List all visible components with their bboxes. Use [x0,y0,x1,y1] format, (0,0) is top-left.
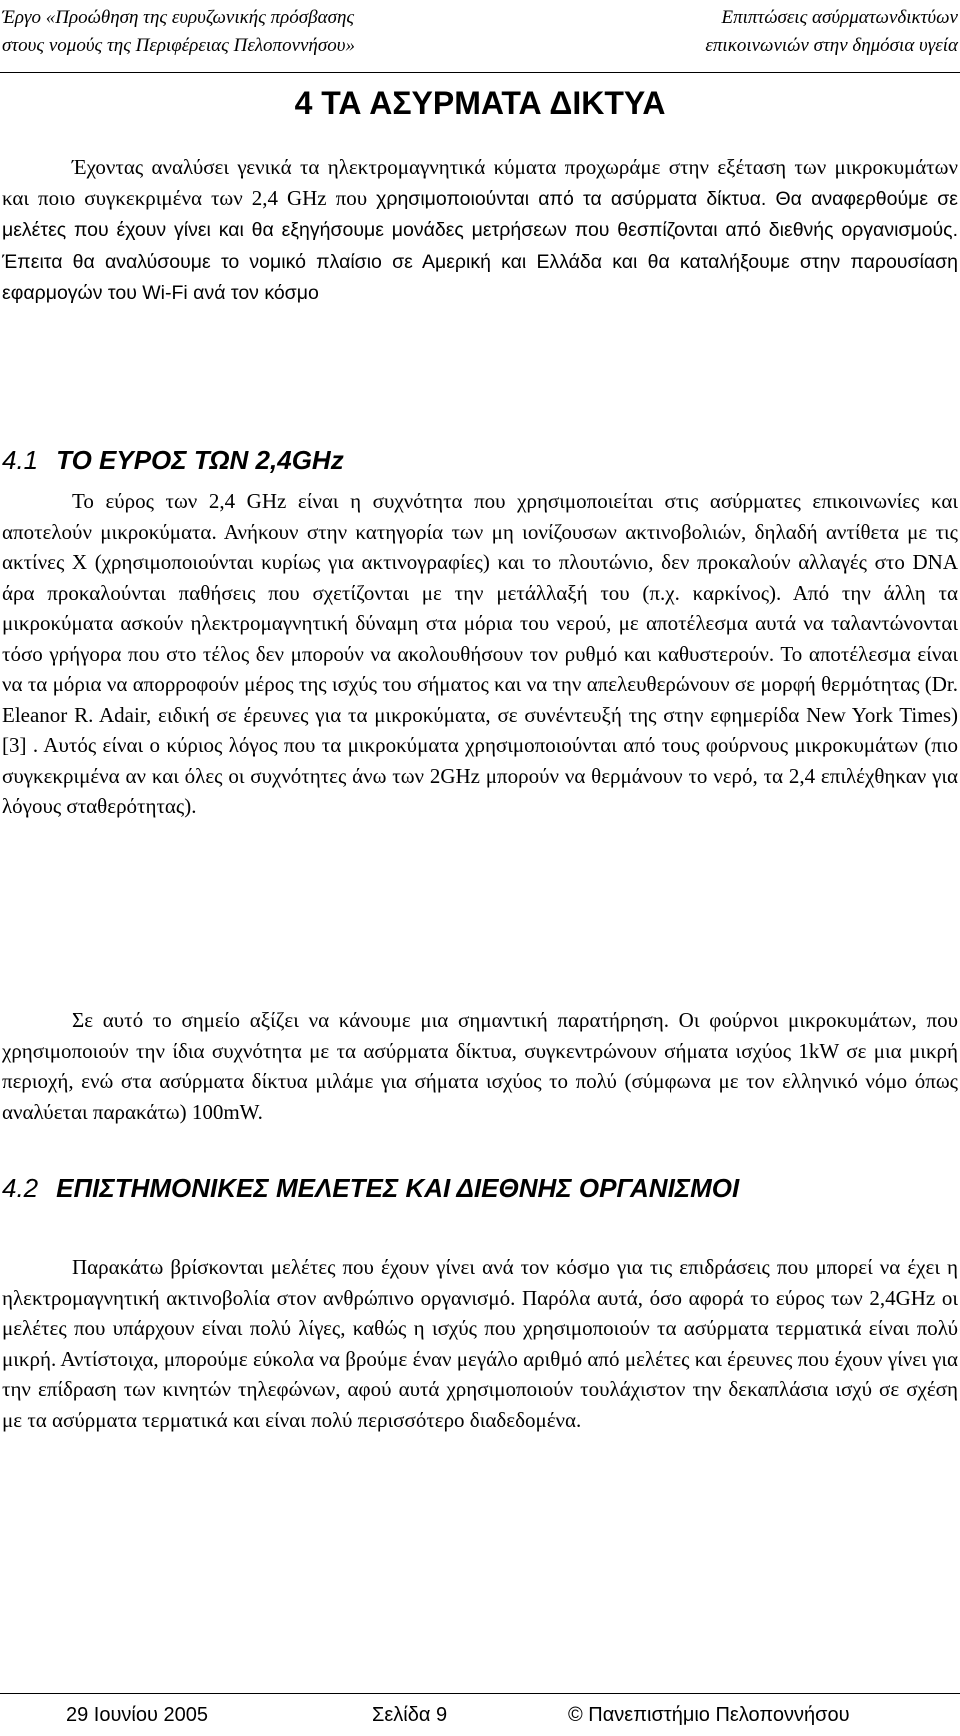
header-left-line-1: Έργο «Προώθηση της ευρυζωνικής πρόσβασης [2,7,355,28]
section-number: 4.1 [2,445,39,475]
chapter-intro-serif: Έχοντας αναλύσει γενικά τα ηλεκτρομαγνητικά κύματα προχωράμε στην εξέταση των μικροκυμάτων και ποιο συγκεκριμένα των 2,4 GHz που [2,155,958,210]
page-footer [0,1693,960,1736]
chapter-intro-sans: χρησιμοποιούνται από τα ασύρματα δίκτυα. Θα αναφερθούμε σε μελέτες που έχουν γίνει και θα εξηγήσουμε μονάδες μετρήσεων που θεσπίζονται από διεθνής οργανισμούς. Έπειτα θα αναλύσουμε το νομικό πλαίσιο σε Αμερική και Ελλάδα και θα καταλήξουμε στην παρουσίαση εφαρμογών του Wi-Fi ανά τον κόσμο [2,187,958,304]
section-4-1-paragraph-1: Το εύρος των 2,4 GHz είναι η συχνότητα που χρησιμοποιείται στις ασύρματες επικοινωνίες και αποτελούν μικροκύματα. Ανήκουν στην κατηγορία των μη ιονίζουσων ακτινοβολιών, δηλαδή αντίθετα με τις ακτίνες Χ (χρησιμοποιούνται κυρίως για ακτινογραφίες) και το πλουτώνιο, δεν προκαλούν αλλαγές στο DNA άρα προκαλούνται παθήσεις που σχετίζονται με την μετάλλαξή του (π.χ. καρκίνος). Από την άλλη τα μικροκύματα ασκούν ηλεκτρομαγνητική δύναμη στα μόρια του νερού, με αποτέλεσμα αυτά να ταλαντώνονται τόσο γρήγορα που στο τέλος δεν μπορούν να ακολουθήσουν τον ρυθμό και καθυστερούν. Το αποτέλεσμα είναι να τα μόρια να απορροφούν μέρος της ισχύς του σήματος και να την απελευθερώνουν σε μορφή θερμότητας (Dr. Eleanor R. Adair, ειδική σε έρευνες για τα μικροκύματα, σε συνέντευξή της στην εφημερίδα New York Times) [3] . Αυτός είναι ο κύριος λόγος που τα μικροκύματα χρησιμοποιούνται από τους φούρνους μικροκυμάτων (πιο συγκεκριμένα αν και όλες οι συχνότητες άνω των 2GHz μπορούν να θερμάνουν το νερό, τα 2,4 επιλέχθηκαν για λόγους σταθερότητας). [2,489,958,818]
section-4-2-paragraph-1: Παρακάτω βρίσκονται μελέτες που έχουν γίνει ανά τον κόσμο για τις επιδράσεις που μπορεί να έχει η ηλεκτρομαγνητική ακτινοβολία στον ανθρώπινο οργανισμό. Παρόλα αυτά, όσο αφορά το εύρος των 2,4GHz οι μελέτες που υπάρχουν είναι πολύ λίγες, καθώς η ισχύς που χρησιμοποιούν τα ασύρματα τερματικά είναι πολύ μικρή. Αντίστοιχα, μπορούμε εύκολα να βρούμε έναν μεγάλο αριθμό από μελέτες και έρευνες που έχουν γίνει για την επίδραση των κινητών τηλεφώνων, αφού αυτά χρησιμοποιούν τουλάχιστον την δεκαπλάσια ισχύ σε σχέση με τα ασύρματα τερματικά και είναι πολύ περισσότερο διαδεδομένα. [2,1255,958,1432]
header-right-line-2: επικοινωνιών στην δημόσια υγεία [705,35,958,56]
chapter-intro-paragraph [2,152,958,309]
footer-date: 29 Ιουνίου 2005 [66,1704,208,1726]
footer-page-number: Σελίδα 9 [372,1704,448,1726]
header-document-title [705,4,958,60]
header-left-line-2: στους νομούς της Περιφέρειας Πελοποννήσου» [2,35,355,56]
chapter-title: 4 ΤΑ ΑΣΥΡΜΑΤΑ ΔΙΚΤΥΑ [294,85,666,121]
section-heading-4-1 [2,442,344,478]
section-4-1-paragraph-2: Σε αυτό το σημείο αξίζει να κάνουμε μια σημαντική παρατήρηση. Οι φούρνοι μικροκυμάτων, που χρησιμοποιούν την ίδια συχνότητα με τα ασύρματα δίκτυα, συγκεντρώνουν σήματα ισχύος 1kW σε μια μικρή περιοχή, ενώ στα ασύρματα δίκτυα μιλάμε για σήματα ισχύος το πολύ (σύμφωνα με τον ελληνικό νόμο όπως αναλύεται παρακάτω) 100mW. [2,1008,958,1124]
section-title: ΕΠΙΣΤΗΜΟΝΙΚΕΣ ΜΕΛΕΤΕΣ ΚΑΙ ΔΙΕΘΝΗΣ ΟΡΓΑΝΙΣΜΟΙ [56,1173,740,1203]
page-header [0,0,960,73]
section-heading-4-2 [2,1170,739,1206]
header-project-title [2,4,355,60]
header-right-line-1: Επιπτώσεις ασύρματωνδικτύων [721,7,958,28]
section-title: ΤΟ ΕΥΡΟΣ ΤΩΝ 2,4GHz [56,445,344,475]
section-number: 4.2 [2,1173,39,1203]
footer-copyright: © Πανεπιστήμιο Πελοποννήσου [568,1704,850,1726]
